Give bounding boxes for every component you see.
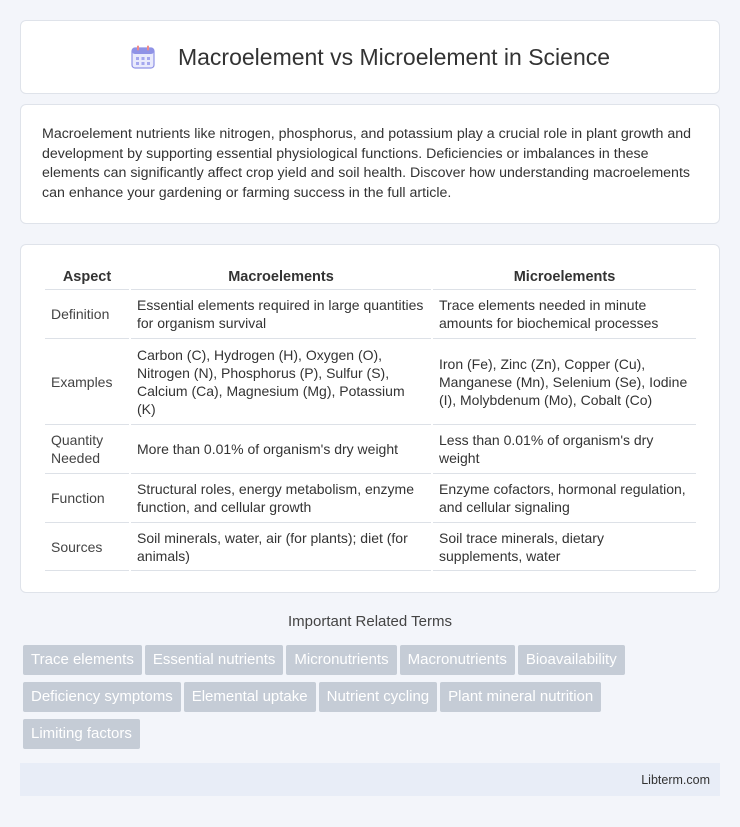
term-tag[interactable]: Elemental uptake: [184, 682, 316, 712]
row-aspect: Quantity Needed: [45, 424, 129, 473]
table-row: [45, 424, 696, 473]
row-micro: Soil trace minerals, dietary supplements, water: [433, 522, 696, 571]
header-card: [20, 20, 720, 94]
comparison-table: [43, 265, 698, 571]
table-row: [45, 338, 696, 424]
term-tag[interactable]: Deficiency symptoms: [23, 682, 181, 712]
term-tag[interactable]: Trace elements: [23, 645, 142, 675]
intro-card: [20, 104, 720, 224]
related-terms-title: Important Related Terms: [288, 613, 452, 630]
row-micro: Less than 0.01% of organism's dry weight: [433, 424, 696, 473]
row-macro: Essential elements required in large quantities for organism survival: [131, 289, 431, 338]
row-micro: Iron (Fe), Zinc (Zn), Copper (Cu), Manganese (Mn), Selenium (Se), Iodine (I), Molybdenum (Mo), Cobalt (Co): [433, 338, 696, 424]
header-microelements: Microelements: [513, 269, 616, 285]
header-aspect: Aspect: [62, 269, 112, 285]
row-macro: Carbon (C), Hydrogen (H), Oxygen (O), Nitrogen (N), Phosphorus (P), Sulfur (S), Calcium (Ca), Magnesium (Mg), Potassium (K): [131, 338, 431, 424]
header-macroelements: Macroelements: [228, 269, 334, 285]
comparison-card: [20, 244, 720, 593]
calendar-icon: [130, 44, 156, 70]
term-tag[interactable]: Limiting factors: [23, 719, 140, 749]
table-header-row: [45, 265, 696, 289]
row-macro: Structural roles, energy metabolism, enzyme function, and cellular growth: [131, 473, 431, 522]
footer-brand-link[interactable]: Libterm.com: [641, 772, 710, 787]
page-title: Macroelement vs Microelement in Science: [177, 43, 611, 70]
row-micro: Enzyme cofactors, hormonal regulation, and cellular signaling: [433, 473, 696, 522]
related-terms-list: [23, 645, 723, 756]
term-tag[interactable]: Nutrient cycling: [319, 682, 438, 712]
row-aspect: Sources: [45, 522, 129, 571]
table-row: [45, 473, 696, 522]
intro-text: Macroelement nutrients like nitrogen, phosphorus, and potassium play a crucial role in plant growth and development by supporting essential physiological functions. Deficiencies or imbalances in these elements can significantly affect crop yield and soil health. Discover how understanding macroelements can enhance your gardening or farming success in the full article.: [42, 126, 692, 201]
row-micro: Trace elements needed in minute amounts for biochemical processes: [433, 289, 696, 338]
term-tag[interactable]: Plant mineral nutrition: [440, 682, 601, 712]
table-row: [45, 289, 696, 338]
footer: [20, 763, 720, 796]
row-macro: More than 0.01% of organism's dry weight: [131, 424, 431, 473]
row-aspect: Examples: [45, 338, 129, 424]
term-tag[interactable]: Macronutrients: [400, 645, 515, 675]
table-row: [45, 522, 696, 571]
row-macro: Soil minerals, water, air (for plants); diet (for animals): [131, 522, 431, 571]
term-tag[interactable]: Micronutrients: [286, 645, 396, 675]
row-aspect: Definition: [45, 289, 129, 338]
term-tag[interactable]: Bioavailability: [518, 645, 625, 675]
term-tag[interactable]: Essential nutrients: [145, 645, 284, 675]
row-aspect: Function: [45, 473, 129, 522]
